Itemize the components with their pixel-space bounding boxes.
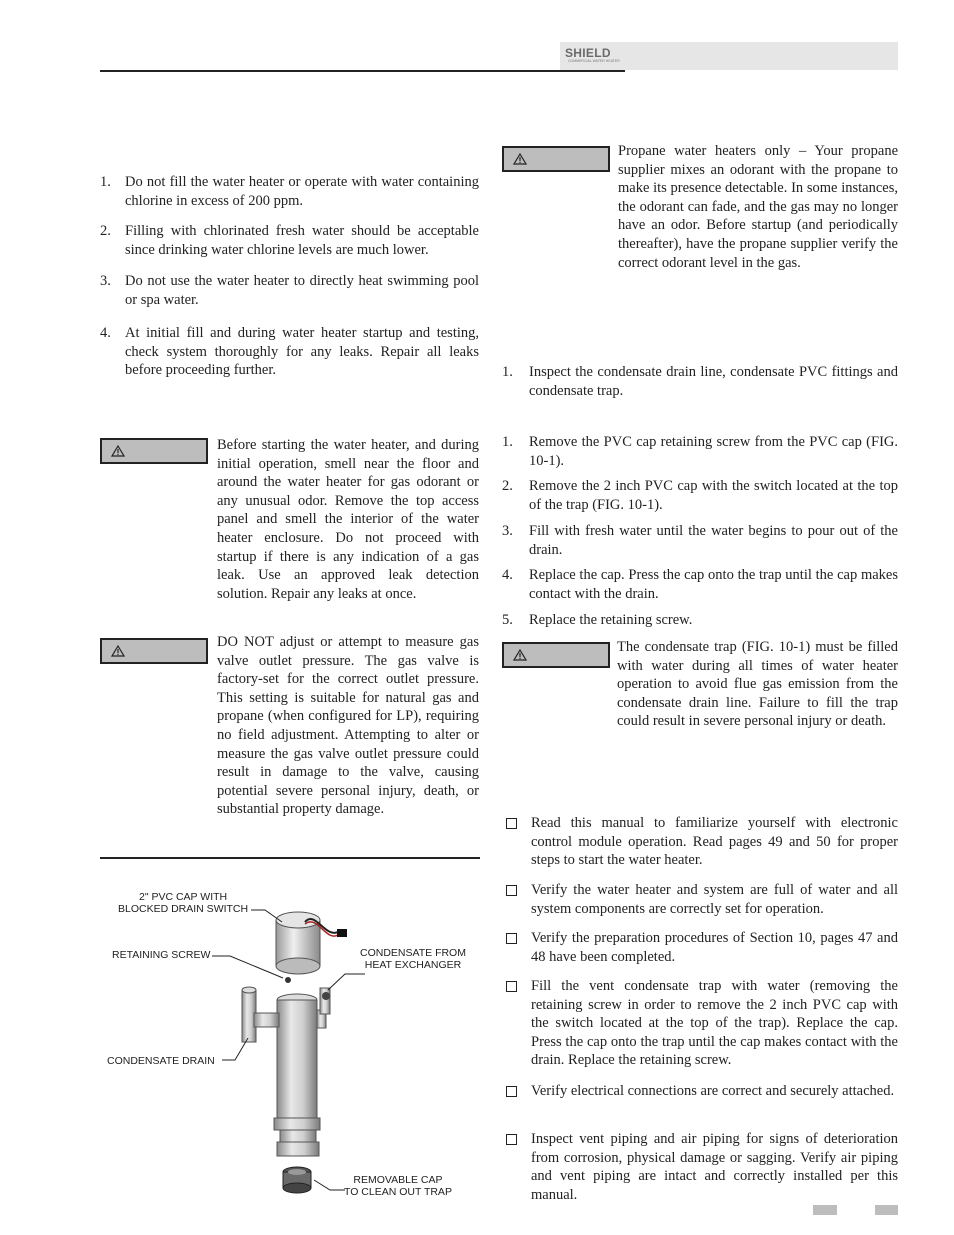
checkbox-icon: [506, 885, 517, 896]
list-item: 5. Replace the retaining screw.: [502, 612, 693, 628]
warning-icon: [111, 645, 125, 657]
list-item: 3. Fill with fresh water until the water begins to pour out of the drain.: [502, 523, 898, 558]
shield-logo: [565, 44, 627, 66]
condensate-from-label: CONDENSATE FROM HEAT EXCHANGER: [360, 947, 466, 971]
warning-label-box: [100, 438, 208, 464]
pvc-cap-label: 2" PVC CAP WITH BLOCKED DRAIN SWITCH: [118, 891, 249, 915]
footer-tab: [813, 1205, 837, 1215]
checkbox-icon: [506, 1086, 517, 1097]
checklist-item: Verify electrical connections are correct and securely attached.: [531, 1083, 895, 1099]
logo-subtitle: COMMERCIAL WATER HEATER: [568, 59, 620, 63]
gas-odor-warning-text: Before starting the water heater, and during initial operation, smell near the floor and around the water heater for gas odorant or any unusual odor. Remove the top access panel and smell the interior of the water heater enclosure. Do not proceed with startup if there is any indication of a gas leak. Use an approved leak detection solution. Repair any leaks at once.: [217, 437, 479, 602]
warning-icon: [513, 153, 527, 165]
list-item: 1. Remove the PVC cap retaining screw from the PVC cap (FIG. 10-1).: [502, 434, 898, 469]
checkbox-icon: [506, 1134, 517, 1145]
logo-word: SHIELD: [565, 46, 611, 60]
footer-tab: [875, 1205, 898, 1215]
retaining-screw-label: RETAINING SCREW: [112, 949, 211, 961]
list-item: 4. At initial fill and during water heater startup and testing, check system thoroughly for any leaks. Repair all leaks before proceeding further.: [100, 325, 479, 379]
list-item: 2. Remove the 2 inch PVC cap with the switch located at the top of the trap (FIG. 10-1).: [502, 478, 898, 513]
propane-warning-text: Propane water heaters only – Your propane supplier mixes an odorant with the propane to make its presence detectable. In some instances, the odorant can fade, and the gas may no longer have an odor. Before startup (and periodically thereafter), have the propane supplier verify the correct odorant level in the gas.: [618, 143, 898, 271]
warning-label-box: [502, 146, 610, 172]
warning-label-box: [502, 642, 610, 668]
checklist-item: Verify the preparation procedures of Section 10, pages 47 and 48 have been completed.: [531, 930, 898, 965]
list-item: 2. Filling with chlorinated fresh water should be acceptable since drinking water chlorine levels are much lower.: [100, 223, 479, 258]
list-item: 4. Replace the cap. Press the cap onto the trap until the cap makes contact with the drain.: [502, 567, 898, 602]
warning-icon: [111, 445, 125, 457]
list-item: 1. Inspect the condensate drain line, condensate PVC fittings and condensate trap.: [502, 364, 898, 399]
list-item: 3. Do not use the water heater to directly heat swimming pool or spa water.: [100, 273, 479, 308]
trap-warning-text: The condensate trap (FIG. 10-1) must be filled with water during all times of water heater operation to avoid flue gas emission from the condensate drain line. Failure to fill the trap could result in severe personal injury or death.: [617, 639, 898, 730]
warning-icon: [513, 649, 527, 661]
checklist-item: Read this manual to familiarize yourself with electronic control module operation. Read pages 49 and 50 for proper steps to start the water heater.: [531, 815, 898, 869]
condensate-drain-label: CONDENSATE DRAIN: [107, 1055, 215, 1067]
list-item: 1. Do not fill the water heater or operate with water containing chlorine in excess of 200 ppm.: [100, 174, 479, 209]
checklist-item: Fill the vent condensate trap with water (removing the retaining screw in order to remove the 2 inch PVC cap with the switch located at the top of the trap). Replace the cap. Press the cap onto the trap until the cap makes contact with the drain. Replace the retaining screw.: [531, 978, 898, 1069]
warning-label-box: [100, 638, 208, 664]
checkbox-icon: [506, 933, 517, 944]
header-rule: [100, 70, 625, 72]
checklist-item: Verify the water heater and system are full of water and all system components are correctly set for operation.: [531, 882, 898, 917]
condensate-trap-diagram: [100, 880, 480, 1210]
figure-separator: [100, 857, 480, 859]
removable-cap-label: REMOVABLE CAP TO CLEAN OUT TRAP: [344, 1174, 452, 1198]
checkbox-icon: [506, 818, 517, 829]
checkbox-icon: [506, 981, 517, 992]
gas-valve-warning-text: DO NOT adjust or attempt to measure gas valve outlet pressure. The gas valve is factory-set for the correct outlet pressure. This setting is suitable for natural gas and propane (when configured for LP), requiring no field adjustment. Attempting to alter or measure the gas valve outlet pressure could result in damage to the valve, causing potential severe personal injury, death, or substantial property damage.: [217, 634, 479, 818]
checklist-item: Inspect vent piping and air piping for signs of deterioration from corrosion, physical damage or sagging. Verify air piping and vent piping are intact and correctly installed per this manual.: [531, 1131, 898, 1203]
